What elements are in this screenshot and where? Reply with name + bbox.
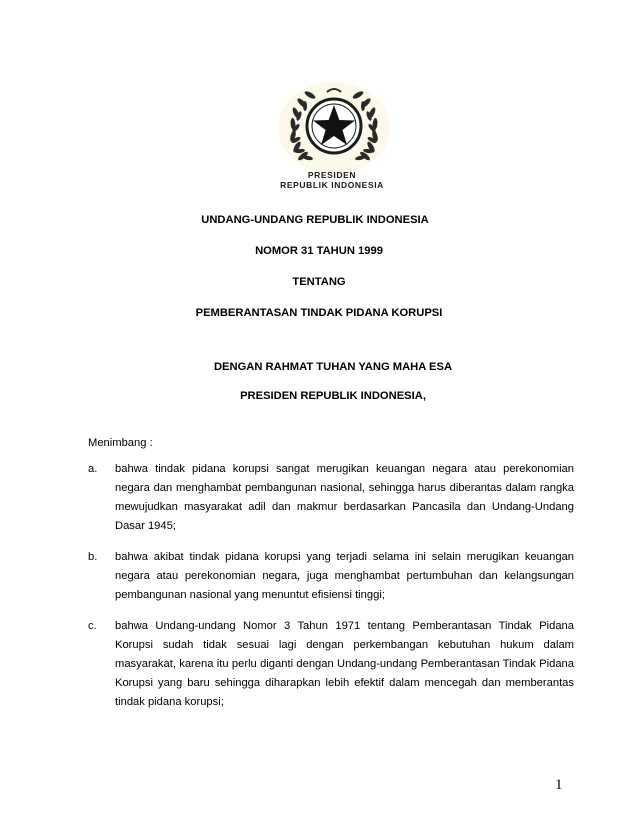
law-about-label: TENTANG bbox=[292, 276, 346, 288]
law-number: NOMOR 31 TAHUN 1999 bbox=[255, 245, 383, 257]
president-line: PRESIDEN REPUBLIK INDONESIA, bbox=[240, 390, 426, 402]
item-marker: b. bbox=[88, 551, 98, 563]
page-number: 1 bbox=[555, 777, 563, 793]
considering-item bbox=[88, 548, 574, 605]
considering-item bbox=[88, 460, 574, 536]
considering-item bbox=[88, 617, 574, 712]
item-text: bahwa tindak pidana korupsi sangat merugikan keuangan negara atau perekonomian negara dan menghambat pembangunan nasional, sehingga harus diberantas dalam rangka mewujudkan masyarakat adil dan makmur berdasarkan Pancasila dan Undang-Undang Dasar 1945; bbox=[115, 463, 574, 532]
law-subject: PEMBERANTASAN TINDAK PIDANA KORUPSI bbox=[195, 307, 443, 319]
invocation-line: DENGAN RAHMAT TUHAN YANG MAHA ESA bbox=[213, 361, 453, 373]
law-title: UNDANG-UNDANG REPUBLIK INDONESIA bbox=[201, 214, 429, 226]
item-text: bahwa akibat tindak pidana korupsi yang terjadi selama ini selain merugikan keuangan negara atau perekonomian negara, juga menghambat pertumbuhan dan kelangsungan pembangunan nasional yang menuntut efisiensi tinggi; bbox=[115, 551, 574, 601]
emblem-caption-line1: PRESIDEN bbox=[307, 170, 357, 180]
emblem-caption bbox=[262, 170, 402, 190]
item-marker: c. bbox=[88, 620, 97, 632]
item-marker: a. bbox=[88, 463, 98, 475]
emblem-caption-line2: REPUBLIK INDONESIA bbox=[280, 180, 384, 190]
considering-label: Menimbang : bbox=[88, 437, 153, 449]
item-text: bahwa Undang-undang Nomor 3 Tahun 1971 tentang Pemberantasan Tindak Pidana Korupsi sudah tidak sesuai lagi dengan perkembangan kebutuhan hukum dalam masyarakat, karena itu perlu diganti dengan Undang-undang Pemberantasan Tindak Pidana Korupsi yang baru sehingga diharapkan lebih efektif dalam mencegah dan memberantas tindak pidana korupsi; bbox=[115, 620, 574, 708]
